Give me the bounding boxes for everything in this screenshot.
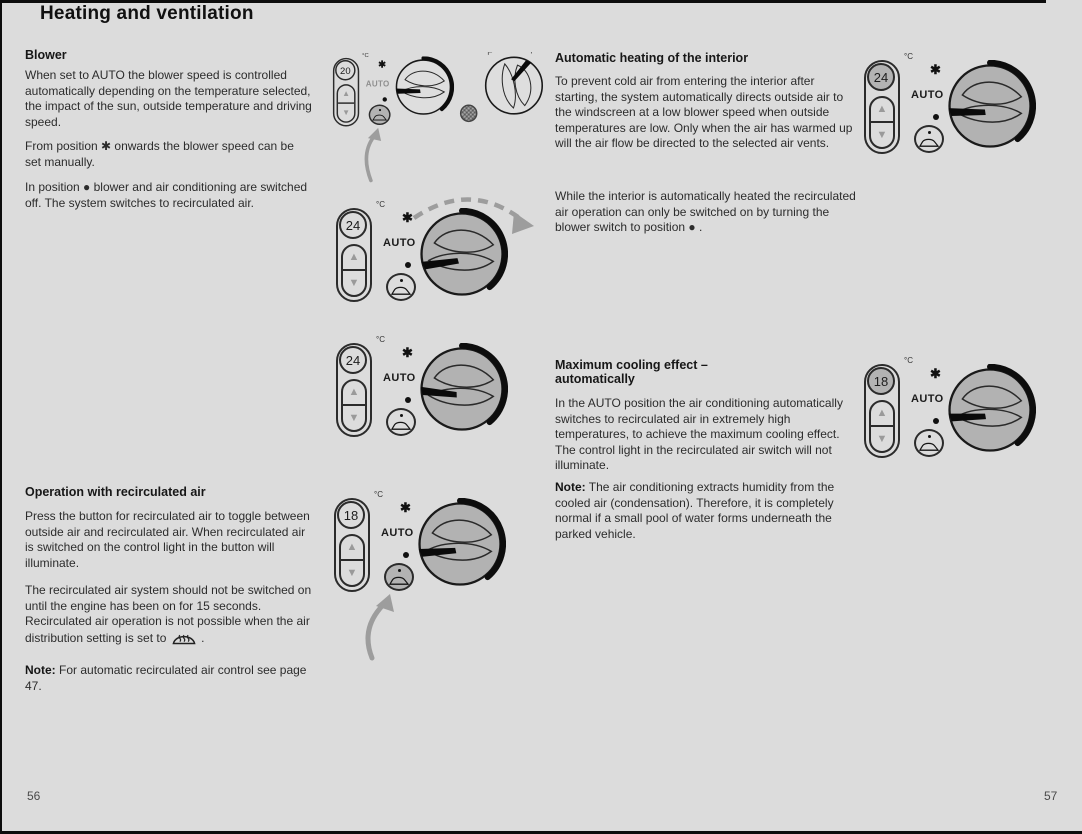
- auto-heating-paragraph-2: While the interior is automatically heated the recirculated air operation can only be switched on by turning the blower switch to position ● .: [555, 189, 856, 235]
- fan-symbol-icon: ✱: [402, 345, 413, 360]
- page-number-left: 56: [27, 789, 41, 803]
- recirculated-air-car-icon: [391, 421, 411, 431]
- temp-down-button: ▼: [342, 108, 351, 117]
- recirculated-heading: Operation with recirculated air: [25, 485, 206, 499]
- recirculated-air-car-icon: [919, 442, 939, 452]
- temperature-rocker: [333, 58, 359, 127]
- recirculated-air-car-icon: [391, 286, 411, 296]
- control-light: [928, 435, 931, 438]
- temp-down-button: ▼: [876, 432, 888, 445]
- auto-heating-heading: Automatic heating of the interior: [555, 51, 749, 65]
- auto-label: AUTO: [383, 237, 416, 249]
- control-light: [928, 131, 931, 134]
- temp-down-button: ▼: [346, 566, 358, 579]
- max-cooling-note: Note: The air conditioning extracts humidity from the cooled air (condensation). Therefore, it is completely normal if a small pool of water forms underneath the parked vehicle.: [555, 480, 835, 541]
- page-number-right: 57: [1044, 789, 1058, 803]
- control-light: [398, 569, 401, 572]
- auto-label: AUTO: [911, 393, 944, 405]
- recirculated-note: Note: For automatic recirculated air control see page 47.: [25, 663, 307, 693]
- temp-up-button: ▲: [871, 402, 893, 427]
- blower-knob: [944, 364, 1036, 456]
- recirculated-air-button: [914, 125, 944, 153]
- pointer-arrow-to-recirc: [361, 128, 395, 183]
- temp-down-button: ▼: [876, 128, 888, 141]
- fan-symbol-icon: ✱: [930, 62, 941, 77]
- temp-down-button: ▼: [348, 411, 360, 424]
- temp-up-button: ▲: [343, 246, 365, 271]
- distribution-setting-icon: [485, 52, 495, 56]
- blower-knob: [414, 498, 506, 590]
- off-position-dot: [403, 552, 409, 558]
- temperature-updown-switch: [339, 534, 365, 587]
- distribution-setting-icon: [526, 52, 536, 55]
- max-cooling-heading: Maximum cooling effect – automatically: [555, 358, 708, 386]
- temperature-display: 24: [339, 346, 367, 374]
- blower-paragraph-1: When set to AUTO the blower speed is controlled automatically depending on the temperature selected, the impact of the sun, outside temperature and driving speed.: [25, 68, 312, 129]
- celsius-label: °C: [904, 356, 913, 365]
- celsius-label: °C: [362, 52, 369, 59]
- off-position-dot: [933, 114, 939, 120]
- temp-up-button: ▲: [338, 86, 354, 104]
- blower-knob: [944, 60, 1036, 152]
- temperature-rocker: [336, 343, 372, 437]
- panel-recirculated-air: [328, 482, 528, 652]
- recirculated-air-car-icon: [919, 138, 939, 148]
- panel-blower-switch-turn: [330, 192, 530, 322]
- temperature-updown-switch: [341, 379, 367, 432]
- recirculated-air-button: [386, 408, 416, 436]
- temperature-rocker: [336, 208, 372, 302]
- temperature-display: 18: [337, 501, 365, 529]
- pointer-arrow-to-recirc: [362, 594, 412, 662]
- temperature-rocker: [864, 60, 900, 154]
- control-light: [400, 414, 403, 417]
- blower-knob: [393, 56, 454, 117]
- blower-paragraph-3: In position ● blower and air conditioning are switched off. The system switches to recirculated air.: [25, 180, 308, 210]
- temp-down-button: ▼: [348, 276, 360, 289]
- temperature-display: 24: [867, 63, 895, 91]
- recirculated-paragraph-2: The recirculated air system should not be switched on until the engine has been on for 15 seconds. Recirculated air operation is not possible when the air distribution setting is set to .: [25, 583, 312, 645]
- recirculated-air-car-icon: [372, 114, 387, 121]
- off-position-dot: [405, 397, 411, 403]
- control-light: [400, 279, 403, 282]
- celsius-label: °C: [376, 335, 385, 344]
- blower-heading: Blower: [25, 48, 67, 62]
- off-position-dot: [383, 97, 387, 101]
- temperature-rocker: [334, 498, 370, 592]
- recirculated-air-button: [369, 105, 391, 125]
- fan-symbol-icon: ✱: [378, 58, 387, 70]
- panel-overview: [330, 52, 548, 198]
- auto-label: AUTO: [383, 372, 416, 384]
- blower-paragraph-2: From position ✱ onwards the blower speed can be set manually.: [25, 139, 294, 169]
- celsius-label: °C: [374, 490, 383, 499]
- auto-heating-paragraph-1: To prevent cold air from entering the interior after starting, the system automatically directs outside air to the windscreen at a low blower speed when outside temperatures are low. Only when the air has warmed up will the air flow be directed to the selected air vents.: [555, 74, 853, 151]
- temperature-updown-switch: [869, 96, 895, 149]
- recirculated-air-button: [914, 429, 944, 457]
- auto-label: AUTO: [911, 89, 944, 101]
- recirculated-air-button: [386, 273, 416, 301]
- fan-symbol-icon: ✱: [400, 500, 411, 515]
- celsius-label: °C: [376, 200, 385, 209]
- temperature-display: 20: [335, 60, 355, 80]
- panel-max-cooling: [858, 348, 1058, 478]
- temperature-display: 24: [339, 211, 367, 239]
- fan-symbol-icon: ✱: [402, 210, 413, 225]
- page-title: Heating and ventilation: [40, 3, 254, 24]
- temperature-rocker: [864, 364, 900, 458]
- temperature-display: 18: [867, 367, 895, 395]
- ac-button: [460, 105, 478, 123]
- control-light: [379, 109, 381, 111]
- recirculated-air-car-icon: [389, 576, 409, 586]
- temperature-updown-switch: [337, 84, 356, 123]
- off-position-dot: [933, 418, 939, 424]
- temp-up-button: ▲: [343, 381, 365, 406]
- temperature-updown-switch: [869, 400, 895, 453]
- auto-label: AUTO: [365, 79, 390, 89]
- temperature-updown-switch: [341, 244, 367, 297]
- turn-clockwise-arrow: [410, 184, 540, 246]
- fan-symbol-icon: ✱: [930, 366, 941, 381]
- max-cooling-paragraph-1: In the AUTO position the air conditioning automatically switches to recirculated air in extremely high temperatures, to achieve the maximum cooling effect. The control light in the recirculated air switch will not illuminate.: [555, 396, 843, 473]
- celsius-label: °C: [904, 52, 913, 61]
- recirculated-air-button: [384, 563, 414, 591]
- blower-knob: [416, 343, 508, 435]
- scan-border-left: [0, 0, 2, 834]
- auto-label: AUTO: [381, 527, 414, 539]
- temp-up-button: ▲: [871, 98, 893, 123]
- air-distribution-knob: [482, 53, 546, 117]
- recirculated-paragraph-1: Press the button for recirculated air to toggle between outside air and recirculated air. When recirculated air is switched on the control light in the button will illuminate.: [25, 509, 310, 570]
- panel-auto-heating: [858, 44, 1058, 174]
- off-position-dot: [405, 262, 411, 268]
- panel-auto-position: [330, 327, 530, 457]
- temp-up-button: ▲: [341, 536, 363, 561]
- windscreen-demist-icon: [172, 630, 196, 645]
